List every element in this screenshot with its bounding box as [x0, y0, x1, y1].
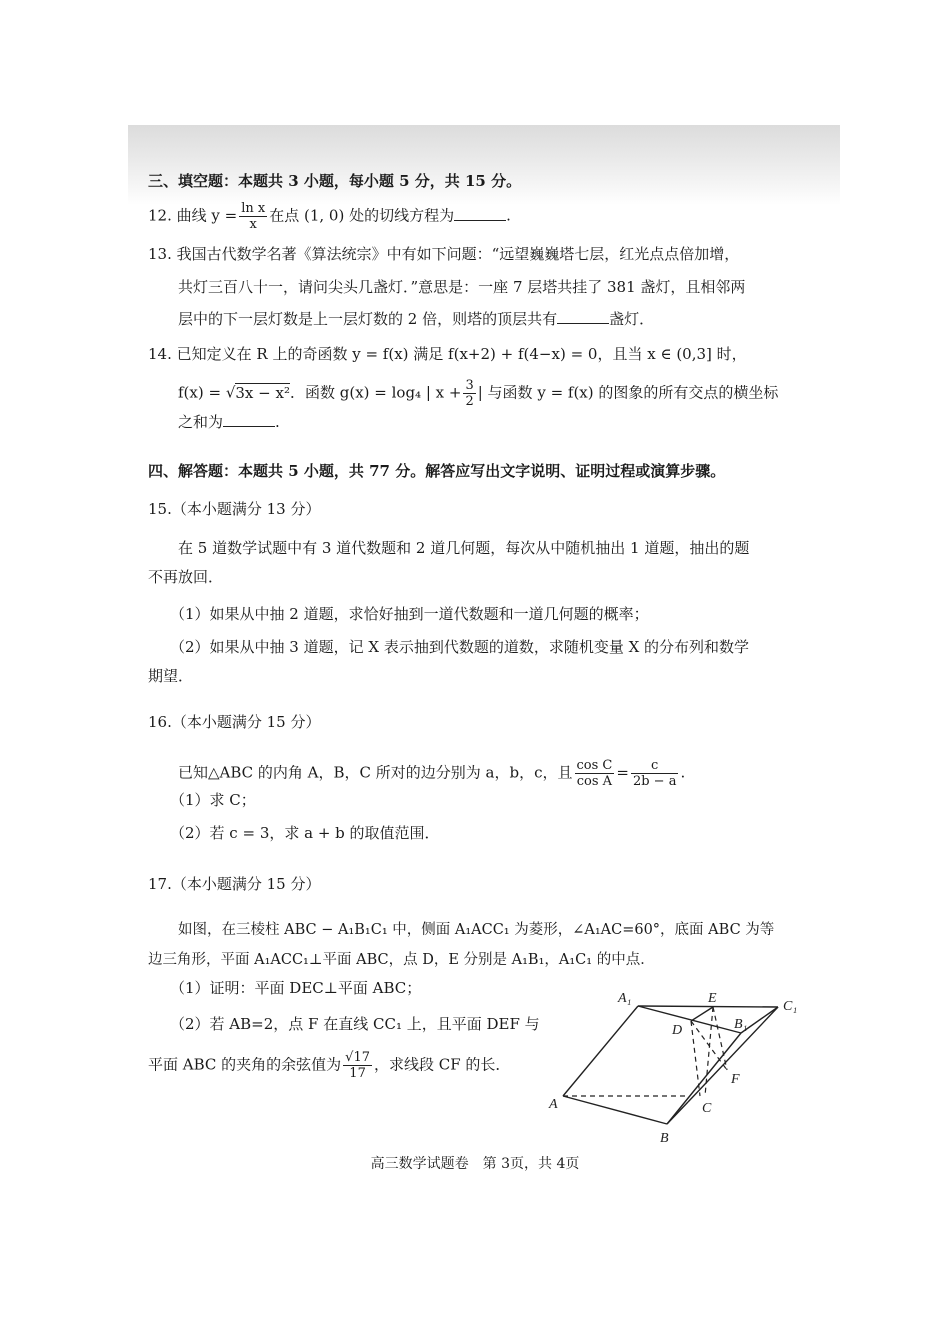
q16-header: 16.（本小题满分 15 分）: [148, 713, 321, 731]
edge-bc: [667, 1102, 688, 1124]
q12-end: .: [506, 206, 511, 225]
q12-denominator: x: [249, 217, 257, 232]
q12-text: 12. 曲线 y =: [148, 206, 238, 225]
edge-a1a: [563, 1006, 638, 1096]
label-b1: B₁: [734, 1017, 748, 1032]
q17-text-post: ，求线段 CF 的长．: [373, 1055, 511, 1074]
section-3-heading: 三、填空题：本题共 3 小题，每小题 5 分，共 15 分。: [148, 172, 522, 190]
q16-text: 已知△ABC 的内角 A，B，C 所对的边分别为 a，b，c，且: [178, 763, 573, 782]
q16-part1: （1）求 C；: [170, 791, 256, 809]
segment-ec-hidden: [705, 1007, 713, 1096]
q17-line1: 如图，在三棱柱 ABC − A₁B₁C₁ 中，侧面 A₁ACC₁ 为菱形，∠A₁AC=60°，底面 ABC 为等: [178, 922, 775, 938]
q17-part1: （1）证明：平面 DEC⊥平面 ABC；: [170, 979, 422, 997]
q16-part2: （2）若 c = 3，求 a + b 的取值范围．: [170, 824, 440, 842]
q14-sqrt-content: 3x − x²: [235, 383, 290, 402]
q15-part2a: （2）如果从中抽 3 道题，记 X 表示抽到代数题的道数，求随机变量 X 的分布列和数学: [170, 638, 750, 656]
q15-part2b: 期望．: [148, 667, 194, 685]
section-4-heading: 四、解答题：本题共 5 小题，共 77 分。解答应写出文字说明、证明过程或演算步骤。: [148, 462, 726, 480]
q15-header: 15.（本小题满分 13 分）: [148, 500, 321, 518]
q16-den1: cos A: [576, 774, 613, 789]
label-f: F: [731, 1072, 740, 1087]
q17-header: 17.（本小题满分 15 分）: [148, 875, 321, 893]
label-d: D: [672, 1023, 683, 1038]
q14-fx: f(x) = √: [178, 383, 236, 402]
edge-c1c: [688, 1007, 778, 1102]
q14-gx: ．函数 g(x) = log₄ | x +: [289, 383, 462, 402]
label-b: B: [660, 1131, 669, 1146]
edge-a1c1: [638, 1006, 778, 1007]
label-c: C: [702, 1101, 712, 1116]
label-c1: C₁: [783, 999, 798, 1014]
edge-ab: [563, 1096, 667, 1124]
q13-line2: 共灯三百八十一，请问尖头几盏灯．”意思是：一座 7 层塔共挂了 381 盏灯，且相邻两: [178, 278, 746, 296]
q13-line1: 13. 我国古代数学名著《算法统宗》中有如下问题：“远望巍巍塔七层，红光点点倍加增，: [148, 245, 740, 263]
q14-line3-end: .: [275, 413, 280, 431]
q15-part1: （1）如果从中抽 2 道题，求恰好抽到一道代数题和一道几何题的概率；: [170, 605, 649, 623]
label-a: A: [549, 1097, 558, 1112]
q12-text-post: 在点 (1, 0) 处的切线方程为: [269, 206, 455, 225]
q13-line3-end: 盏灯．: [609, 310, 655, 328]
q16-end: .: [680, 763, 686, 782]
q16-equals: =: [616, 763, 629, 782]
q17-denominator: 17: [349, 1066, 366, 1081]
q17-numerator: √17: [345, 1050, 370, 1065]
q16-den2: 2b − a: [632, 774, 677, 789]
q17-line2: 边三角形，平面 A₁ACC₁⊥平面 ABC，点 D，E 分别是 A₁B₁，A₁C₁ 的中点．: [148, 952, 655, 968]
q16-num1: cos C: [576, 758, 613, 773]
segment-de: [691, 1007, 713, 1021]
q14-denominator: 2: [465, 394, 474, 409]
q12-numerator: ln x: [241, 201, 266, 216]
q15-line1: 在 5 道数学试题中有 3 道代数题和 2 道几何题，每次从中随机抽出 1 道题，抽出的题: [178, 539, 750, 557]
q14-line1: 14. 已知定义在 R 上的奇函数 y = f(x) 满足 f(x+2) + f(4−x) = 0，且当 x ∈ (0,3] 时，: [148, 345, 747, 363]
q17-text: 平面 ABC 的夹角的余弦值为: [148, 1055, 342, 1074]
page-footer: 高三数学试题卷 第 3页，共 4页: [370, 1156, 580, 1172]
q14-numerator: 3: [465, 378, 474, 393]
q15-line2: 不再放回．: [148, 568, 224, 586]
edge-a1b1: [638, 1006, 741, 1033]
q17-part2a: （2）若 AB=2，点 F 在直线 CC₁ 上，且平面 DEF 与: [170, 1015, 540, 1033]
label-e: E: [708, 991, 717, 1006]
q13-line3-text: 层中的下一层灯数是上一层灯数的 2 倍，则塔的顶层共有: [178, 310, 558, 328]
label-a1: A₁: [618, 991, 632, 1006]
q16-num2: c: [631, 758, 679, 774]
q14-line3-text: 之和为: [178, 413, 224, 431]
q14-line2-post: | 与函数 y = f(x) 的图象的所有交点的横坐标: [477, 383, 779, 402]
